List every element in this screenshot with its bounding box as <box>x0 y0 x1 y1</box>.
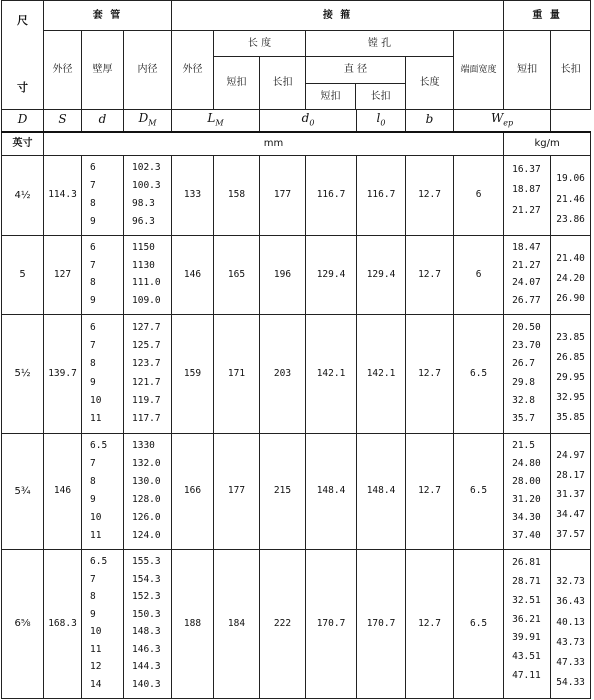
weight-long-cell-value: 28.17 <box>556 469 585 481</box>
size-cell: 5 <box>2 236 44 315</box>
wall-cell-value: 9 <box>90 294 96 306</box>
wall-cell-value: 8 <box>90 197 96 209</box>
weight-long-cell-value: 54.33 <box>556 677 585 689</box>
sym-l0 <box>357 110 406 132</box>
weight-short-cell-value: 31.20 <box>512 493 541 505</box>
bore-long-cell: 116.7 <box>357 156 406 236</box>
bore-short-label: 短扣 <box>306 84 356 110</box>
casing-coupling-table <box>1 0 591 699</box>
weight-short-cell-value: 28.71 <box>512 575 541 587</box>
inner-dia-cell-value: 132.0 <box>132 458 161 470</box>
length-short-cell: 184 <box>214 550 260 699</box>
length-long-cell: 222 <box>260 550 306 699</box>
length-short-cell: 158 <box>214 156 260 236</box>
inner-dia-header: 内径 <box>124 31 172 110</box>
inner-dia-cell <box>124 315 172 434</box>
sym-d: d <box>82 110 124 132</box>
inner-dia-cell-value: 124.0 <box>132 529 161 541</box>
weight-short-cell-value: 32.8 <box>512 395 535 407</box>
bore-short-cell: 116.7 <box>306 156 357 236</box>
weight-long-cell-value: 37.57 <box>556 528 585 540</box>
sym-LM-sub: M <box>215 118 224 128</box>
inner-dia-cell-value: 146.3 <box>132 643 161 655</box>
wall-cell-value: 9 <box>90 376 96 388</box>
inner-dia-cell-value: 125.7 <box>132 340 161 352</box>
inner-dia-cell-value: 123.7 <box>132 358 161 370</box>
bore-length-cell: 12.7 <box>406 236 454 315</box>
weight-short-cell <box>504 315 551 434</box>
wall-cell-value: 10 <box>90 626 102 638</box>
wall-cell-value: 7 <box>90 259 96 271</box>
unit-kgm: kg/m <box>504 132 591 156</box>
sym-b: b <box>406 110 454 132</box>
wall-cell-value: 7 <box>90 340 96 352</box>
weight-long-cell-value: 26.90 <box>556 293 585 305</box>
bore-short-cell: 129.4 <box>306 236 357 315</box>
inner-dia-cell-value: 126.0 <box>132 511 161 523</box>
wall-cell-value: 9 <box>90 215 96 227</box>
wall-cell-value: 8 <box>90 591 96 603</box>
inner-dia-cell-value: 148.3 <box>132 626 161 638</box>
inner-dia-cell-value: 111.0 <box>132 277 161 289</box>
length-header: 长 度 <box>214 31 306 57</box>
size-cell: 5¾ <box>2 434 44 550</box>
wall-cell-value: 14 <box>90 678 102 690</box>
weight-long-cell-value: 36.43 <box>556 596 585 608</box>
weight-short-cell <box>504 434 551 550</box>
inner-dia-cell-value: 154.3 <box>132 573 161 585</box>
inner-dia-cell-value: 150.3 <box>132 608 161 620</box>
header-row-1 <box>2 1 591 31</box>
weight-short-cell-value: 24.80 <box>512 458 541 470</box>
sym-DM <box>124 110 172 132</box>
inner-dia-cell-value: 1330 <box>132 440 155 452</box>
weight-short-header: 短扣 <box>504 31 551 110</box>
weight-long-cell <box>551 236 591 315</box>
sym-d0 <box>260 110 357 132</box>
wall-cell-value: 8 <box>90 358 96 370</box>
weight-short-cell-value: 39.91 <box>512 632 541 644</box>
wall-cell-value: 8 <box>90 277 96 289</box>
bore-long-label: 长扣 <box>370 90 391 102</box>
weight-long-cell-value: 43.73 <box>556 636 585 648</box>
inner-dia-cell-value: 152.3 <box>132 591 161 603</box>
wall-cell-value: 7 <box>90 458 96 470</box>
inner-dia-cell-value: 121.7 <box>132 376 161 388</box>
sym-DM-sub: M <box>148 118 157 128</box>
weight-header: 重 量 <box>504 1 591 31</box>
bore-short-cell: 148.4 <box>306 434 357 550</box>
size-group-row <box>2 550 591 699</box>
outer-dia-cell: 114.3 <box>44 156 82 236</box>
weight-short-cell-value: 32.51 <box>512 594 541 606</box>
coupling-od-cell: 188 <box>172 550 214 699</box>
pipe-spec-sheet <box>1 0 590 698</box>
weight-long-cell-value: 24.20 <box>556 273 585 285</box>
casing-header: 套 管 <box>44 1 172 31</box>
length-long-cell: 215 <box>260 434 306 550</box>
bore-length-header: 长度 <box>406 57 454 110</box>
size-header-top: 尺 <box>17 14 28 27</box>
data-body <box>2 156 591 699</box>
weight-short-cell-value: 21.27 <box>512 204 541 216</box>
weight-long-cell-value: 29.95 <box>556 372 585 384</box>
outer-dia-cell: 168.3 <box>44 550 82 699</box>
outer-dia-cell: 127 <box>44 236 82 315</box>
weight-long-cell <box>551 315 591 434</box>
inner-dia-cell <box>124 156 172 236</box>
inner-dia-cell-value: 119.7 <box>132 395 161 407</box>
wall-cell-value: 6 <box>90 242 96 254</box>
weight-long-cell-value: 21.40 <box>556 252 585 264</box>
length-short-header: 短扣 <box>214 57 260 110</box>
weight-long-cell-value: 26.85 <box>556 351 585 363</box>
coupling-od-cell: 146 <box>172 236 214 315</box>
bore-long-cell: 142.1 <box>357 315 406 434</box>
wall-cell-value: 7 <box>90 573 96 585</box>
wall-cell-value: 12 <box>90 661 102 673</box>
weight-short-cell-value: 23.70 <box>512 340 541 352</box>
wall-cell-value: 10 <box>90 395 102 407</box>
size-cell: 5½ <box>2 315 44 434</box>
weight-long-cell-value: 31.37 <box>556 489 585 501</box>
weight-short-cell-value: 24.07 <box>512 277 541 289</box>
size-group-row <box>2 236 591 315</box>
size-cell: 4½ <box>2 156 44 236</box>
outer-dia-cell: 139.7 <box>44 315 82 434</box>
weight-long-header: 长扣 <box>551 31 591 110</box>
inner-dia-cell-value: 128.0 <box>132 493 161 505</box>
weight-short-cell-value: 16.37 <box>512 163 541 175</box>
weight-long-cell-value: 19.06 <box>556 173 585 185</box>
wall-cell <box>82 315 124 434</box>
sym-d0-main: d <box>301 111 310 126</box>
weight-long-cell <box>551 550 591 699</box>
wall-cell-value: 6.5 <box>90 556 108 568</box>
weight-short-cell-value: 36.21 <box>512 613 541 625</box>
wall-cell-value: 7 <box>90 180 96 192</box>
wall-cell-value: 11 <box>90 529 102 541</box>
inner-dia-cell-value: 1150 <box>132 242 155 254</box>
inner-dia-cell-value: 144.3 <box>132 661 161 673</box>
wall-cell-value: 11 <box>90 413 102 425</box>
sym-D: D <box>2 110 44 132</box>
diameter-header <box>306 57 406 110</box>
end-width-cell: 6.5 <box>454 434 504 550</box>
length-long-header: 长扣 <box>260 57 306 110</box>
weight-long-cell <box>551 156 591 236</box>
wall-cell <box>82 434 124 550</box>
length-short-cell: 171 <box>214 315 260 434</box>
inner-dia-cell-value: 1130 <box>132 259 155 271</box>
wall-cell-value: 6 <box>90 321 96 333</box>
weight-short-cell <box>504 156 551 236</box>
size-group-row <box>2 315 591 434</box>
inner-dia-cell <box>124 434 172 550</box>
inner-dia-cell-value: 98.3 <box>132 197 155 209</box>
weight-short-cell <box>504 550 551 699</box>
end-width-cell: 6.5 <box>454 550 504 699</box>
weight-short-cell-value: 26.81 <box>512 556 541 568</box>
inner-dia-cell-value: 102.3 <box>132 162 161 174</box>
wall-cell-value: 11 <box>90 643 102 655</box>
wall-cell <box>82 236 124 315</box>
weight-short-cell-value: 26.7 <box>512 358 535 370</box>
coupling-header: 接 箍 <box>172 1 504 31</box>
end-width-cell: 6 <box>454 156 504 236</box>
inner-dia-cell-value: 109.0 <box>132 294 161 306</box>
weight-short-cell-value: 21.27 <box>512 259 541 271</box>
inner-dia-cell-value: 130.0 <box>132 476 161 488</box>
inner-dia-cell-value: 140.3 <box>132 678 161 690</box>
sym-LM <box>172 110 260 132</box>
weight-short-cell <box>504 236 551 315</box>
header-row-2 <box>2 31 591 57</box>
size-header-bottom: 寸 <box>17 81 28 95</box>
length-long-cell: 196 <box>260 236 306 315</box>
size-group-row <box>2 156 591 236</box>
bore-length-cell: 12.7 <box>406 550 454 699</box>
size-header <box>2 1 44 110</box>
coupling-od-header: 外径 <box>172 31 214 110</box>
unit-inch: 英寸 <box>2 132 44 156</box>
outer-dia-cell: 146 <box>44 434 82 550</box>
weight-long-cell-value: 23.86 <box>556 214 585 226</box>
weight-long-cell-value: 35.85 <box>556 412 585 424</box>
weight-long-cell-value: 32.73 <box>556 576 585 588</box>
wall-cell-value: 6 <box>90 162 96 174</box>
symbol-row <box>2 110 591 132</box>
sym-DM-main: D <box>138 111 149 126</box>
inner-dia-cell <box>124 550 172 699</box>
end-width-cell: 6 <box>454 236 504 315</box>
bore-long-cell: 170.7 <box>357 550 406 699</box>
inner-dia-cell-value: 117.7 <box>132 413 161 425</box>
units-row <box>2 132 591 156</box>
bore-long-cell: 148.4 <box>357 434 406 550</box>
length-short-cell: 165 <box>214 236 260 315</box>
sym-l0-sub: 0 <box>380 118 386 128</box>
outer-dia-header: 外径 <box>44 31 82 110</box>
weight-long-cell-value: 40.13 <box>556 616 585 628</box>
wall-cell <box>82 156 124 236</box>
sym-Wep-main: W <box>490 111 504 126</box>
weight-long-cell-value: 24.97 <box>556 450 585 462</box>
inner-dia-cell <box>124 236 172 315</box>
wall-cell-value: 8 <box>90 476 96 488</box>
sym-S: S <box>44 110 82 132</box>
length-long-cell: 177 <box>260 156 306 236</box>
weight-short-cell-value: 43.51 <box>512 651 541 663</box>
diameter-label: 直 径 <box>306 57 405 84</box>
coupling-od-cell: 133 <box>172 156 214 236</box>
weight-short-cell-value: 35.7 <box>512 413 535 425</box>
weight-short-cell-value: 26.77 <box>512 294 541 306</box>
weight-short-cell-value: 37.40 <box>512 529 541 541</box>
weight-short-cell-value: 18.87 <box>512 184 541 196</box>
size-group-row <box>2 434 591 550</box>
inner-dia-cell-value: 127.7 <box>132 321 161 333</box>
sym-LM-main: L <box>207 111 216 126</box>
bore-short-cell: 170.7 <box>306 550 357 699</box>
wall-header: 壁厚 <box>82 31 124 110</box>
weight-long-cell-value: 47.33 <box>556 657 585 669</box>
bore-length-cell: 12.7 <box>406 156 454 236</box>
inner-dia-cell-value: 100.3 <box>132 180 161 192</box>
wall-cell-value: 10 <box>90 511 102 523</box>
wall-cell-value: 9 <box>90 608 96 620</box>
weight-long-cell-value: 32.95 <box>556 392 585 404</box>
size-cell: 6⅝ <box>2 550 44 699</box>
length-long-cell: 203 <box>260 315 306 434</box>
end-width-cell: 6.5 <box>454 315 504 434</box>
weight-long-cell-value: 21.46 <box>556 193 585 205</box>
inner-dia-cell-value: 155.3 <box>132 556 161 568</box>
sym-Wep-sub: ep <box>503 118 514 128</box>
inner-dia-cell-value: 96.3 <box>132 215 155 227</box>
wall-cell <box>82 550 124 699</box>
weight-short-cell-value: 34.30 <box>512 511 541 523</box>
bore-length-cell: 12.7 <box>406 315 454 434</box>
bore-length-cell: 12.7 <box>406 434 454 550</box>
weight-long-cell-value: 34.47 <box>556 509 585 520</box>
weight-short-cell-value: 21.5 <box>512 440 535 452</box>
bore-header: 镗 孔 <box>306 31 454 57</box>
weight-short-cell-value: 47.11 <box>512 670 541 682</box>
wall-cell-value: 9 <box>90 493 96 505</box>
wall-cell-value: 6.5 <box>90 440 108 452</box>
sym-d0-sub: 0 <box>309 118 315 128</box>
bore-short-cell: 142.1 <box>306 315 357 434</box>
coupling-od-cell: 159 <box>172 315 214 434</box>
bore-long-cell: 129.4 <box>357 236 406 315</box>
weight-long-cell-value: 23.85 <box>556 331 585 343</box>
weight-short-cell-value: 20.50 <box>512 321 541 333</box>
weight-long-cell <box>551 434 591 550</box>
weight-short-cell-value: 29.8 <box>512 376 535 388</box>
end-width-header: 端面宽度 <box>454 31 504 110</box>
sym-l0-main: l <box>376 111 381 126</box>
coupling-od-cell: 166 <box>172 434 214 550</box>
length-short-cell: 177 <box>214 434 260 550</box>
weight-short-cell-value: 18.47 <box>512 242 541 254</box>
weight-short-cell-value: 28.00 <box>512 476 541 488</box>
sym-Wep <box>454 110 551 132</box>
unit-mm: mm <box>44 132 504 156</box>
